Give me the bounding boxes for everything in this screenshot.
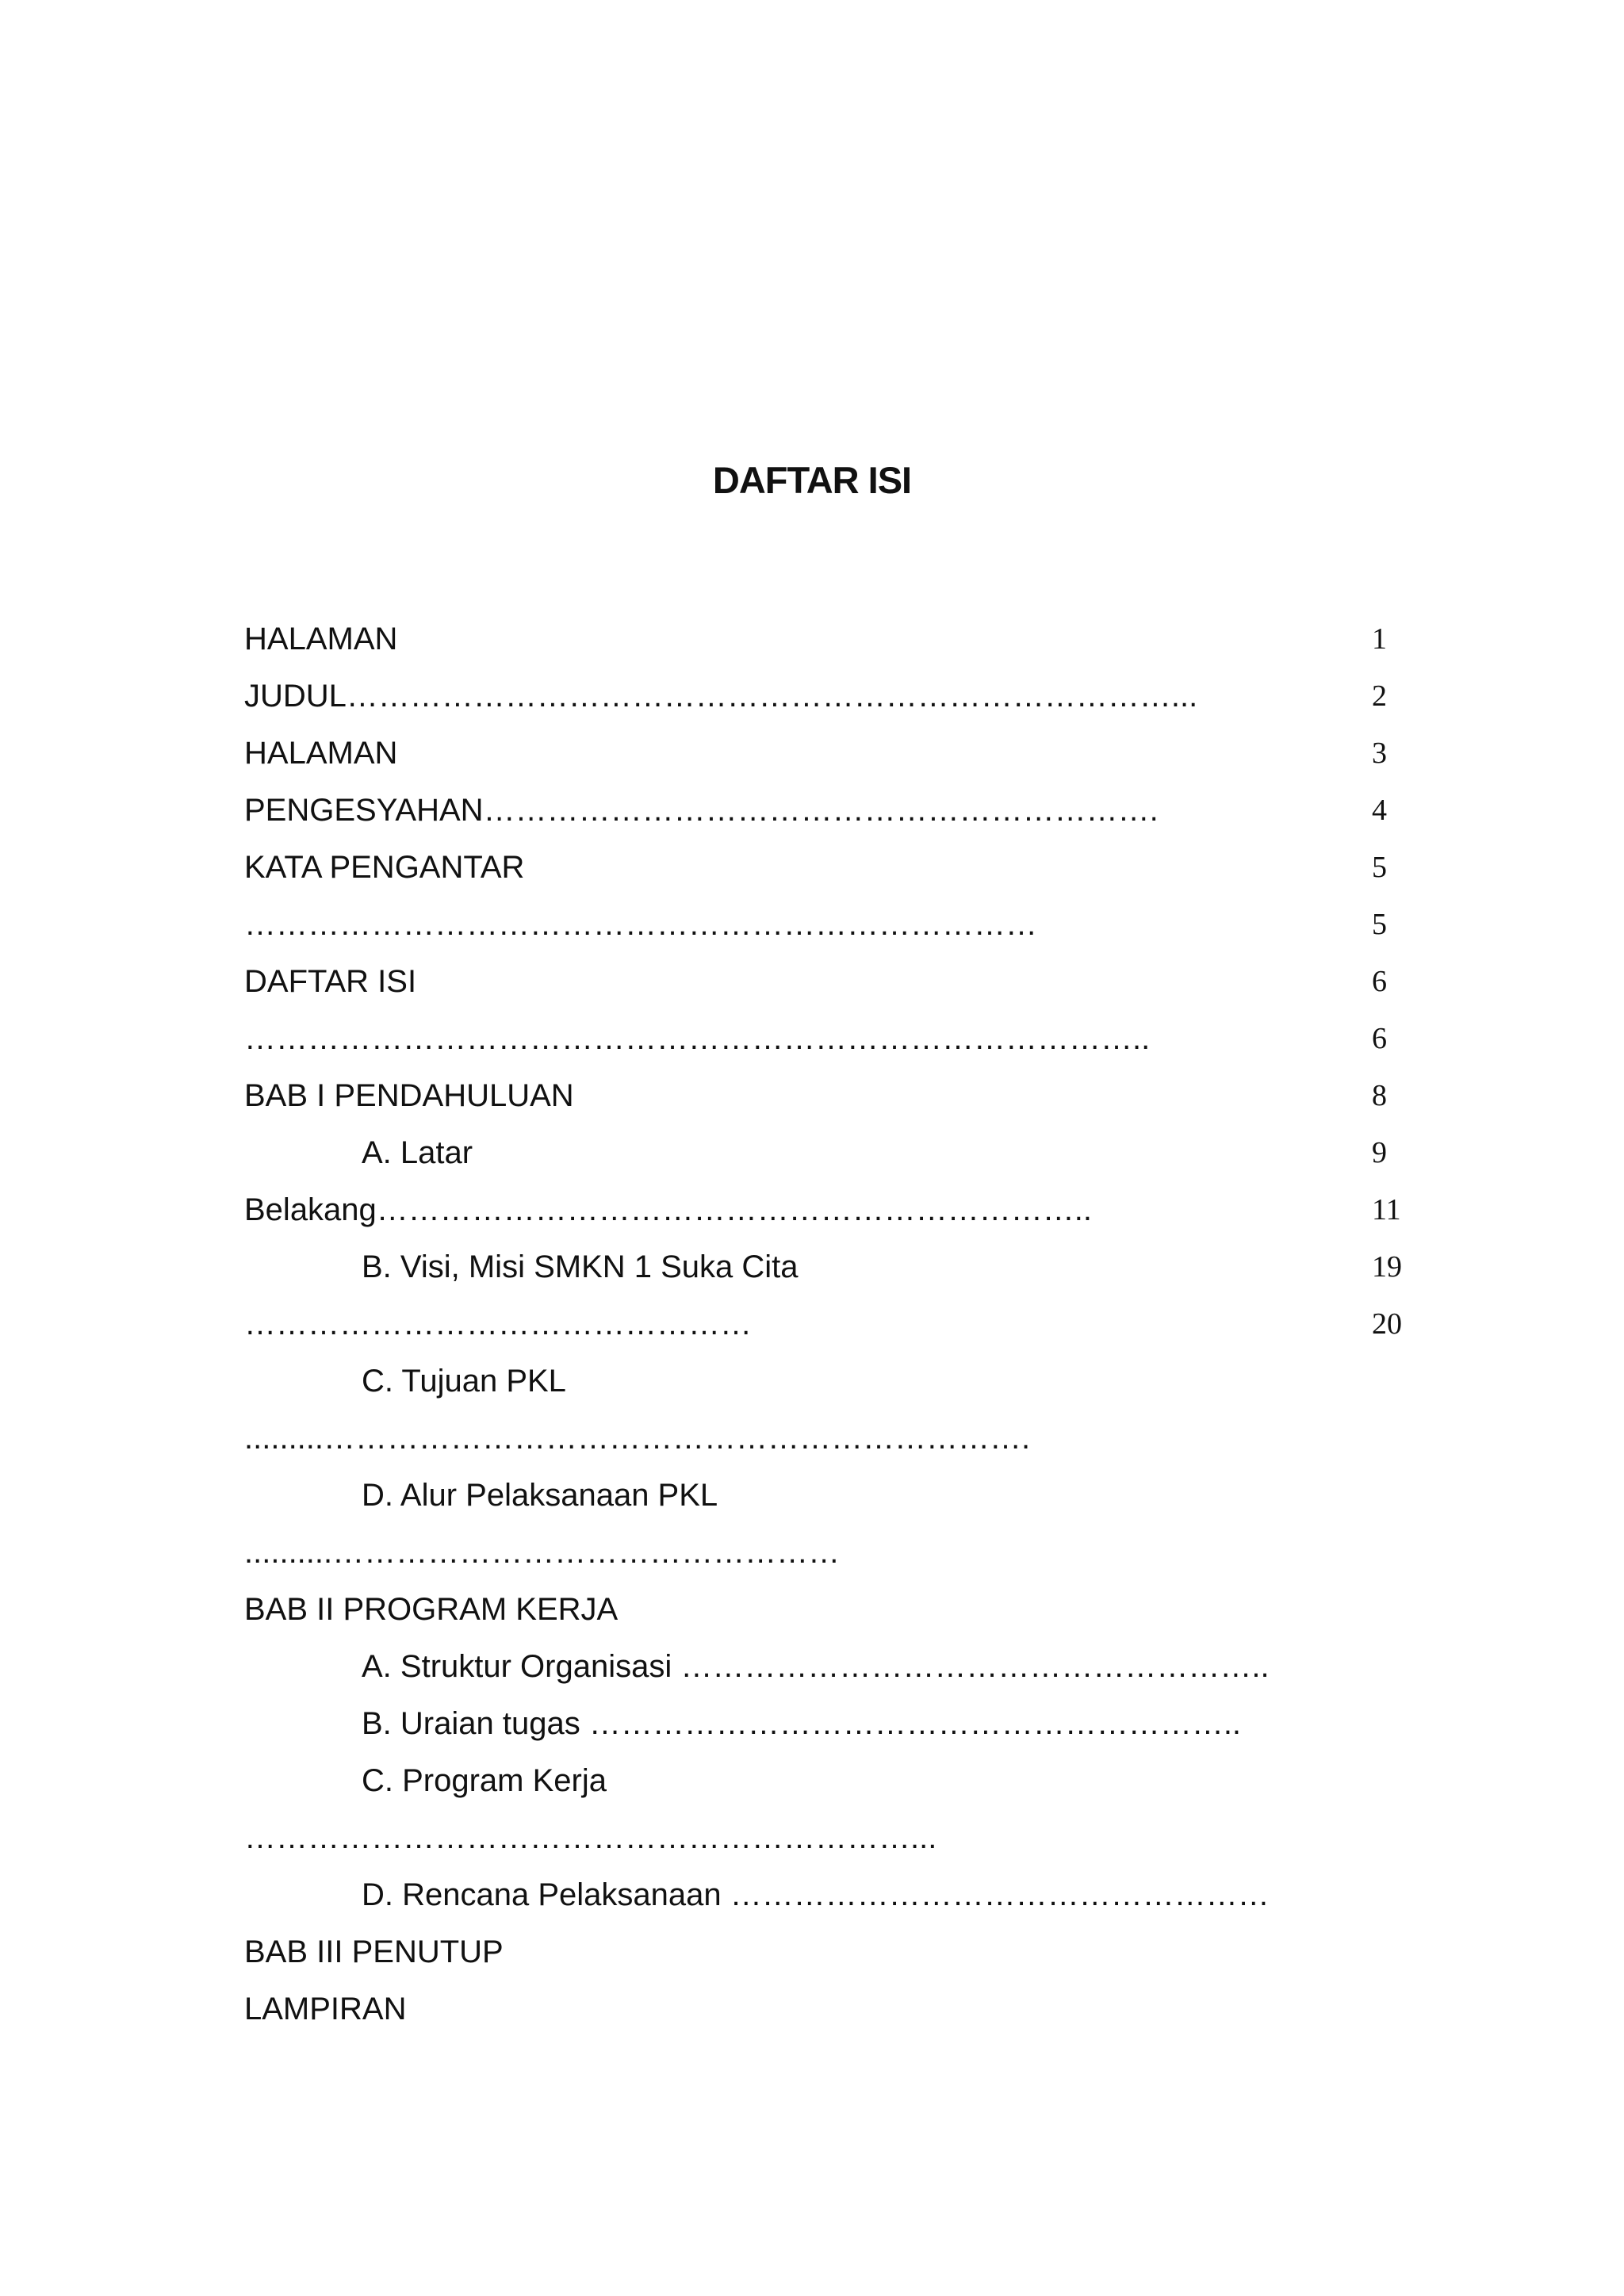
page-number: 19 [1372,1250,1402,1284]
toc-entry: JUDUL……………………………………………………………………... [244,679,1198,714]
page-number: 3 [1372,737,1387,770]
toc-entry: BAB III PENUTUP [244,1934,504,1969]
page-number: 20 [1372,1307,1402,1341]
page-number: 4 [1372,794,1387,827]
toc-entry: A. Latar [362,1135,473,1170]
toc-entry: D. Rencana Pelaksanaan …………………………………………… [362,1877,1270,1912]
page-number: 11 [1372,1193,1401,1226]
toc-entry: BAB I PENDAHULUAN [244,1078,574,1113]
toc-entry: B. Uraian tugas …………………………………………………….. [362,1706,1242,1741]
toc-entry: .........…………………………………………………………. [244,1421,1031,1456]
toc-entry: ..........………………………………………… [244,1535,841,1570]
toc-entry: C. Tujuan PKL [362,1364,566,1399]
toc-entry: D. Alur Pelaksanaan PKL [362,1478,718,1513]
toc-entry: ………………………………………… [244,1307,752,1341]
toc-entry: C. Program Kerja [362,1763,607,1798]
page-number: 8 [1372,1079,1387,1112]
toc-entry: KATA PENGANTAR [244,850,525,885]
page-number: 6 [1372,965,1387,998]
page-number: 5 [1372,851,1387,884]
toc-entry: DAFTAR ISI [244,964,417,999]
toc-entry: HALAMAN [244,622,398,656]
toc-entry: ………………………………………………………... [244,1820,937,1855]
toc-entry: LAMPIRAN [244,1992,407,2026]
toc-entry: PENGESYAHAN………………………………………………………. [244,793,1159,828]
toc-entry: B. Visi, Misi SMKN 1 Suka Cita [362,1249,799,1284]
page-number: 6 [1372,1022,1387,1055]
toc-entry: ………………………………………………………………………….. [244,1021,1151,1056]
page-number: 1 [1372,622,1387,656]
toc-entry: ………………………………………………………………… [244,907,1037,942]
toc-entry: BAB II PROGRAM KERJA [244,1592,619,1627]
page-number: 2 [1372,679,1387,713]
toc-entry: HALAMAN [244,736,398,771]
page-number: 5 [1372,908,1387,941]
toc-entry: Belakang………………………………………………………….. [244,1192,1093,1227]
page-title: DAFTAR ISI [712,459,912,501]
page-number: 9 [1372,1136,1387,1169]
toc-entry: A. Struktur Organisasi ……………………………………………….. [362,1649,1270,1684]
